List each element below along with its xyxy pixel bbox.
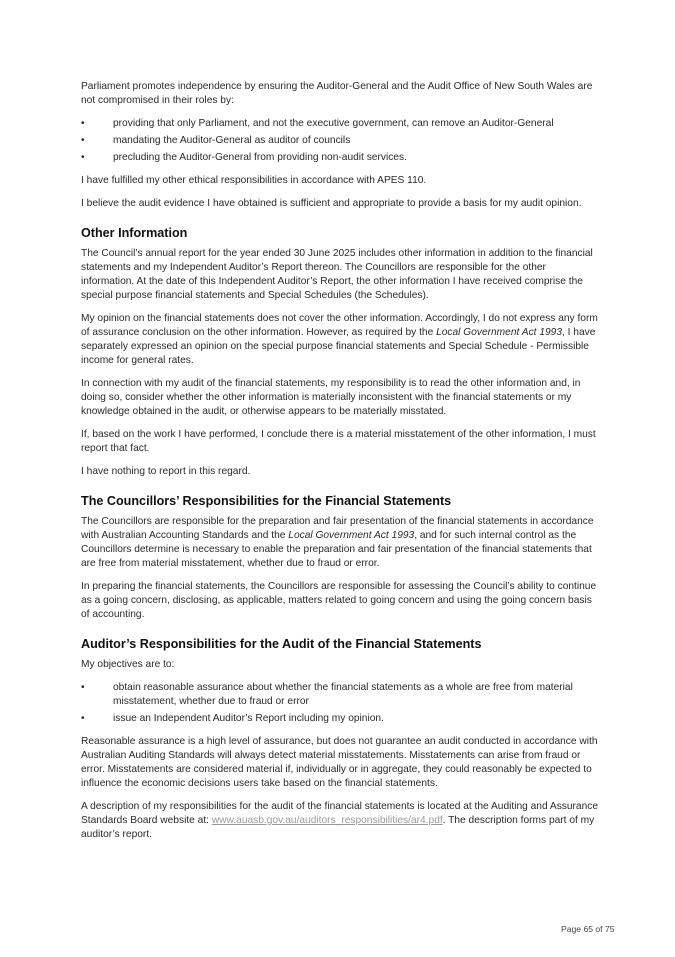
bullet-icon: • [81, 152, 85, 163]
independence-list [81, 117, 601, 165]
auasb-link[interactable]: www.auasb.gov.au/auditors_responsibilities/ar4.pdf [211, 815, 443, 826]
evidence-paragraph: I believe the audit evidence I have obtained is sufficient and appropriate to provide a basis for my audit opinion. [81, 198, 582, 209]
bullet-icon: • [81, 682, 85, 693]
objectives-list [81, 681, 601, 726]
ethics-paragraph: I have fulfilled my other ethical responsibilities in accordance with APES 110. [81, 175, 427, 186]
councillors-paragraph-1: The Councillors are responsible for the preparation and fair presentation of the financial statements in accordance with Australian Accounting Standards and the Local Government Act 1993, and for such internal control as the Councillors determine is necessary to enable the preparation and fair presentation of the financial statements that are free from material misstatement, whether due to fraud or error. [81, 516, 594, 569]
bullet-icon: • [81, 713, 85, 724]
bullet-icon: • [81, 135, 85, 146]
councillors-paragraph-2: In preparing the financial statements, the Councillors are responsible for assessing the Council’s ability to continue as a going concern, disclosing, as applicable, matters related to going concern and using the going concern basis of accounting. [81, 581, 597, 620]
list-item: • issue an Independent Auditor’s Report including my opinion. [81, 713, 384, 724]
other-info-paragraph-3: In connection with my audit of the financial statements, my responsibility is to read the other information and, in doing so, consider whether the other information is materially inconsistent with the financial statements or my knowledge obtained in the audit, or otherwise appears to be materially misstated. [81, 378, 581, 417]
page-number: Page 65 of 75 [561, 924, 615, 934]
description-paragraph: A description of my responsibilities for the audit of the financial statements is located at the Auditing and Assurance Standards Board website at: www.auasb.gov.au/auditors_responsibilities/ar4.pdf. The description forms part of my auditor’s report. [81, 801, 599, 840]
councillors-heading: The Councillors’ Responsibilities for the Financial Statements [81, 494, 452, 508]
intro-paragraph: Parliament promotes independence by ensuring the Auditor-General and the Audit Office of New South Wales are not compromised in their roles by: [81, 81, 593, 106]
other-info-paragraph-4: If, based on the work I have performed, I conclude there is a material misstatement of the other information, I must report that fact. [81, 429, 596, 454]
list-item: • obtain reasonable assurance about whether the financial statements as a whole are free from material misstatement, whether due to fraud or error [81, 682, 573, 707]
reasonable-assurance-paragraph: Reasonable assurance is a high level of assurance, but does not guarantee an audit conducted in accordance with Australian Auditing Standards will always detect material misstatements. Misstatements can arise from fraud or error. Misstatements are considered material if, individually or in aggregate, they could reasonably be expected to influence the economic decisions users take based on the financial statements. [81, 736, 598, 789]
list-item: • precluding the Auditor-General from providing non-audit services. [81, 152, 407, 163]
list-item: • providing that only Parliament, and not the executive government, can remove an Auditor-General [81, 118, 554, 129]
other-info-paragraph-5: I have nothing to report in this regard. [81, 466, 251, 477]
other-info-paragraph-2: My opinion on the financial statements does not cover the other information. Accordingly, I do not express any form of assurance conclusion on the other information. However, as required by the Local Government Act 1993, I have separately expressed an opinion on the special purpose financial statements and Special Schedule - Permissible income for general rates. [81, 313, 598, 366]
other-info-paragraph-1: The Council’s annual report for the year ended 30 June 2025 includes other information in addition to the financial statements and my Independent Auditor’s Report thereon. The Councillors are responsible for the other information. At the date of this Independent Auditor’s Report, the other information I have received comprise the special purpose financial statements and Special Schedules (the Schedules). [81, 248, 593, 301]
document-page [81, 80, 601, 851]
bullet-icon: • [81, 118, 85, 129]
objectives-intro: My objectives are to: [81, 659, 175, 670]
list-item: • mandating the Auditor-General as auditor of councils [81, 135, 351, 146]
other-information-heading: Other Information [81, 226, 188, 240]
auditor-heading: Auditor’s Responsibilities for the Audit of the Financial Statements [81, 637, 482, 651]
